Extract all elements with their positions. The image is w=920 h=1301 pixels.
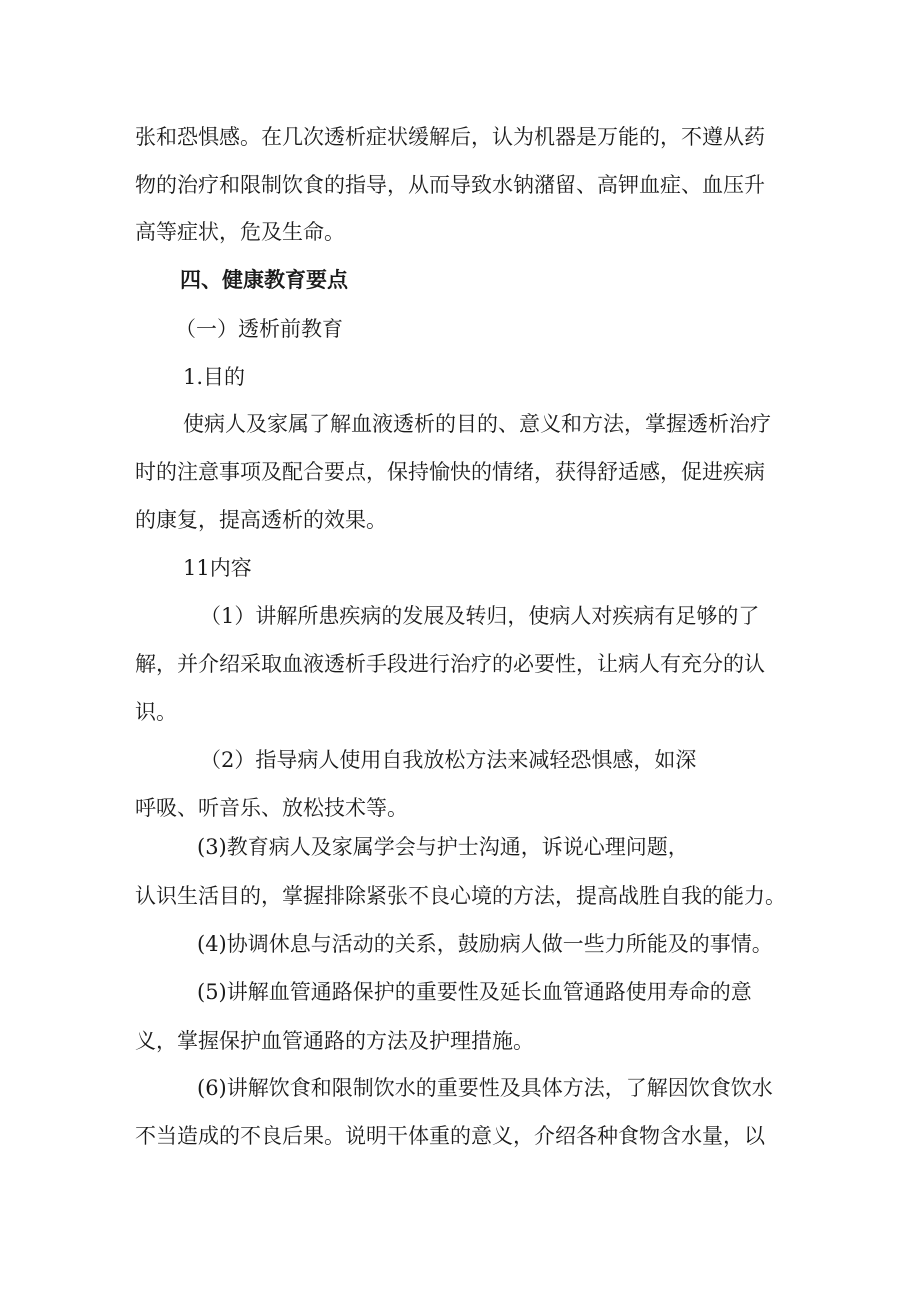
list-item-line: 呼吸、听音乐、放松技术等。 — [135, 796, 408, 820]
paragraph-line: 时的注意事项及配合要点，保持愉快的情绪，获得舒适感，促进疾病 — [135, 460, 765, 484]
list-item-line: (4)协调休息与活动的关系，鼓励病人做一些力所能及的事情。 — [197, 932, 773, 956]
list-item-line: (3)教育病人及家属学会与护士沟通，诉说心理问题， — [197, 835, 689, 859]
list-item-line: 认识生活目的，掌握排除紧张不良心境的方法，提高战胜自我的能力。 — [135, 884, 786, 908]
paragraph-line: 的康复，提高透析的效果。 — [135, 508, 387, 532]
paragraph-line: 张和恐惧感。在几次透析症状缓解后，认为机器是万能的，不遵从药 — [135, 125, 765, 149]
paragraph-line: 高等症状，危及生命。 — [135, 220, 345, 244]
item-heading: 1.目的 — [183, 365, 246, 389]
list-item-line: (5)讲解血管通路保护的重要性及延长血管通路使用寿命的意 — [197, 980, 752, 1004]
list-item-line: （2）指导病人使用自我放松方法来减轻恐惧感，如深 — [200, 748, 697, 772]
item-heading: 11内容 — [183, 556, 252, 580]
list-item-line: 识。 — [135, 700, 177, 724]
paragraph-line: 物的治疗和限制饮食的指导，从而导致水钠潴留、高钾血症、血压升 — [135, 173, 765, 197]
subsection-heading: （一）透析前教育 — [175, 317, 343, 341]
list-item-line: 解，并介绍采取血液透析手段进行治疗的必要性，让病人有充分的认 — [135, 652, 765, 676]
paragraph-line: 使病人及家属了解血液透析的目的、意义和方法，掌握透析治疗 — [183, 412, 771, 436]
list-item-line: 不当造成的不良后果。说明干体重的意义，介绍各种食物含水量，以 — [135, 1124, 765, 1148]
list-item-line: 义，掌握保护血管通路的方法及护理措施。 — [135, 1029, 534, 1053]
list-item-line: （1）讲解所患疾病的发展及转归，使病人对疾病有足够的了 — [200, 604, 760, 628]
list-item-line: (6)讲解饮食和限制饮水的重要性及具体方法，了解因饮食饮水 — [197, 1076, 773, 1100]
section-heading: 四、健康教育要点 — [180, 268, 348, 292]
